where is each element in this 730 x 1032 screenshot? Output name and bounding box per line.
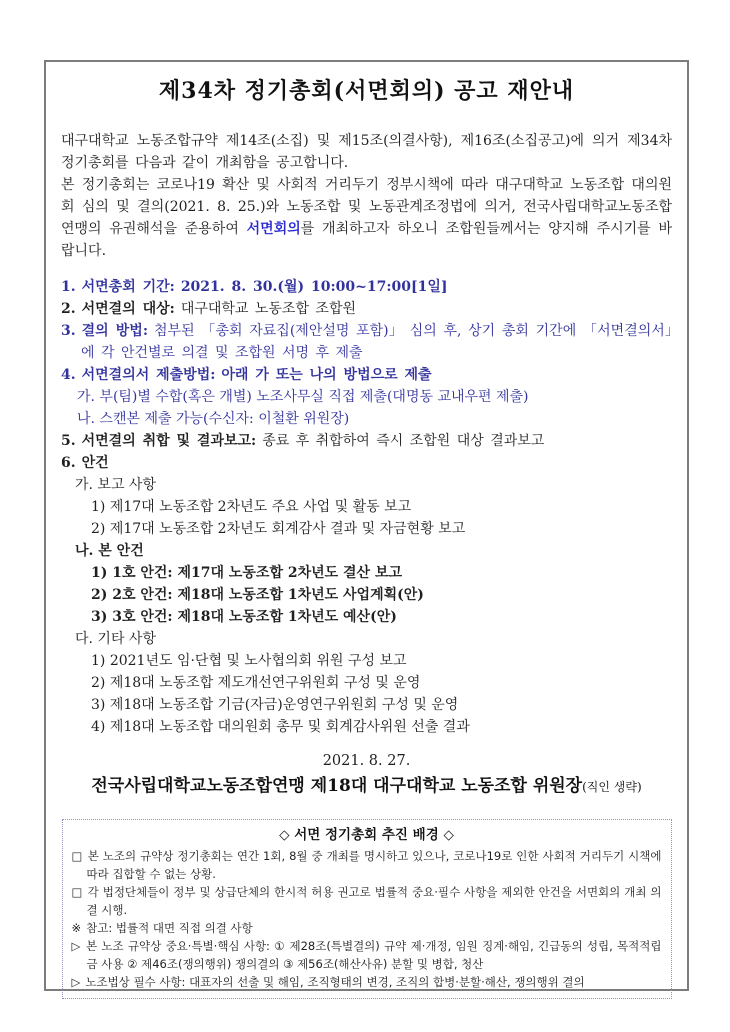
agenda-item: 1) 2021년도 임·단협 및 노사협의회 위원 구성 보고 (91, 653, 407, 669)
agenda-item: 2) 제17대 노동조합 2차년도 회계감사 결과 및 자금현황 보고 (91, 521, 466, 537)
closing-date: 2021. 8. 27. (322, 753, 411, 769)
square-bullet-icon: □ (71, 885, 83, 899)
submission-method-a: 가. 부(팀)별 수합(혹은 개별) 노조사무실 직접 제출(대명동 교내우편 제출) (77, 389, 529, 405)
item-label: 서면결의서 제출방법: (81, 367, 216, 383)
page-border-frame (44, 60, 689, 991)
agenda-item: 1) 1호 안건: 제17대 노동조합 2차년도 결산 보고 (91, 565, 402, 581)
written-meeting-highlight: 서면회의 (246, 221, 301, 237)
item-number: 4. (61, 367, 76, 383)
background-item-text: 본 노조 규약상 중요·특별·핵심 사항: ① 제28조(특별결의) 규약 제·개정, 임원 징계·해임, 긴급동의 성립, 목적적립금 사용 ② 제46조(쟁의행위) 쟁의결의 ③ 제56조(해산사유) 분할 및 병합, 청산 (86, 939, 662, 971)
seal-omitted-note: (직인 생략) (582, 780, 642, 794)
intro-paragraph-2-text: 본 정기총회는 코로나19 확산 및 사회적 거리두기 정부시책에 따라 대구대학교 노동조합 대의원회 심의 및 결의(2021. 8. 25.)와 노동조합 및 노동관계조정법에 의거, 전국사립대학교노동조합연맹의 유권해석을 준용하여 (61, 177, 672, 237)
item-number: 1. (61, 279, 76, 295)
notice-item-agenda (61, 452, 672, 474)
item-label: 서면결의 대상: (81, 301, 175, 317)
agenda-section-etc-title: 다. 기타 사항 (75, 631, 156, 647)
agenda-item: 2) 제18대 노동조합 제도개선연구위원회 구성 및 운영 (91, 675, 421, 691)
background-item-text: 노조법상 필수 사항: 대표자의 선출 및 해임, 조직형태의 변경, 조직의 합병·분할·해산, 쟁의행위 결의 (85, 975, 585, 989)
reference-note-text: 참고: 법률적 대면 직접 의결 사항 (86, 921, 253, 935)
agenda-item: 2) 2호 안건: 제18대 노동조합 1차년도 사업계획(안) (91, 587, 424, 603)
triangle-bullet-icon: ▷ (71, 975, 81, 989)
page-title: 제34차 정기총회(서면회의) 공고 재안내 (158, 78, 575, 104)
background-item-text: 본 노조의 규약상 정기총회는 연간 1회, 8월 중 개최를 명시하고 있으나, 코로나19로 인한 사회적 거리두기 시책에 따라 집합할 수 없는 상황. (86, 849, 662, 881)
item-label: 결의 방법: (81, 323, 149, 339)
item-label: 서면결의 취합 및 결과보고: (81, 433, 257, 449)
signer-name: 전국사립대학교노동조합연맹 제18대 대구대학교 노동조합 위원장 (91, 776, 583, 796)
notice-item-resolution-method (61, 320, 672, 364)
background-box (62, 819, 672, 999)
reference-mark-icon: ※ (71, 921, 82, 935)
background-item (72, 937, 662, 973)
reference-note (72, 919, 662, 937)
agenda-section-main-title (61, 540, 672, 562)
item-value: 종료 후 취합하여 즉시 조합원 대상 결과보고 (262, 433, 545, 449)
intro-paragraphs (61, 130, 672, 262)
triangle-bullet-icon: ▷ (71, 939, 81, 953)
notice-item-result-report (61, 430, 672, 452)
background-item-text: 각 법정단체들이 정부 및 상급단체의 한시적 허용 권고로 법률적 중요·필수 사항을 제외한 안건을 서면회의 개최 의결 시행. (86, 885, 662, 917)
item-label: 서면총회 기간: (81, 279, 175, 295)
submission-method-b: 나. 스캔본 제출 가능(수신자: 이철환 위원장) (77, 411, 350, 427)
item-value: 아래 가 또는 나의 방법으로 제출 (221, 367, 432, 383)
agenda-item: 1) 제17대 노동조합 2차년도 주요 사업 및 활동 보고 (91, 499, 412, 515)
item-value: 첨부된 「총회 자료집(제안설명 포함)」 심의 후, 상기 총회 기간에 「서면결의서」에 각 안건별로 의결 및 조합원 서명 후 제출 (81, 323, 673, 361)
agenda-list (61, 474, 672, 738)
notice-item-resolution-target (61, 298, 672, 320)
section-title-text: 나. 본 안건 (75, 543, 144, 559)
intro-paragraph-2 (61, 174, 672, 262)
background-item (72, 973, 662, 991)
background-box-title: ◇ 서면 정기총회 추진 배경 ◇ (279, 827, 454, 843)
agenda-item: 3) 3호 안건: 제18대 노동조합 1차년도 예산(안) (91, 609, 397, 625)
item-label: 안건 (81, 455, 109, 471)
square-bullet-icon: □ (71, 849, 83, 863)
intro-paragraph-1: 대구대학교 노동조합규약 제14조(소집) 및 제15조(의결사항), 제16조(소집공고)에 의거 제34차 정기총회를 다음과 같이 개최함을 공고합니다. (61, 133, 672, 171)
item-number: 2. (61, 301, 76, 317)
background-item (72, 847, 662, 883)
background-item (72, 883, 662, 919)
agenda-section-report-title: 가. 보고 사항 (75, 477, 156, 493)
item-value: 대구대학교 노동조합 조합원 (180, 301, 357, 317)
notice-list (61, 276, 672, 474)
intro-paragraph-2-tail: 를 개최하고자 하오니 조합원들께서는 양지해 주시기를 바랍니다. (61, 221, 673, 259)
item-value: 2021. 8. 30.(월) 10:00~17:00[1일] (180, 279, 448, 295)
agenda-item: 3) 제18대 노동조합 기금(자금)운영연구위원회 구성 및 운영 (91, 697, 459, 713)
notice-item-submission-method (61, 364, 672, 386)
notice-item-meeting-period (61, 276, 672, 298)
signature-line (61, 772, 672, 801)
item-number: 3. (61, 323, 76, 339)
agenda-item: 4) 제18대 노동조합 대의원회 총무 및 회계감사위원 선출 결과 (91, 719, 470, 735)
item-number: 6. (61, 455, 76, 471)
item-number: 5. (61, 433, 76, 449)
